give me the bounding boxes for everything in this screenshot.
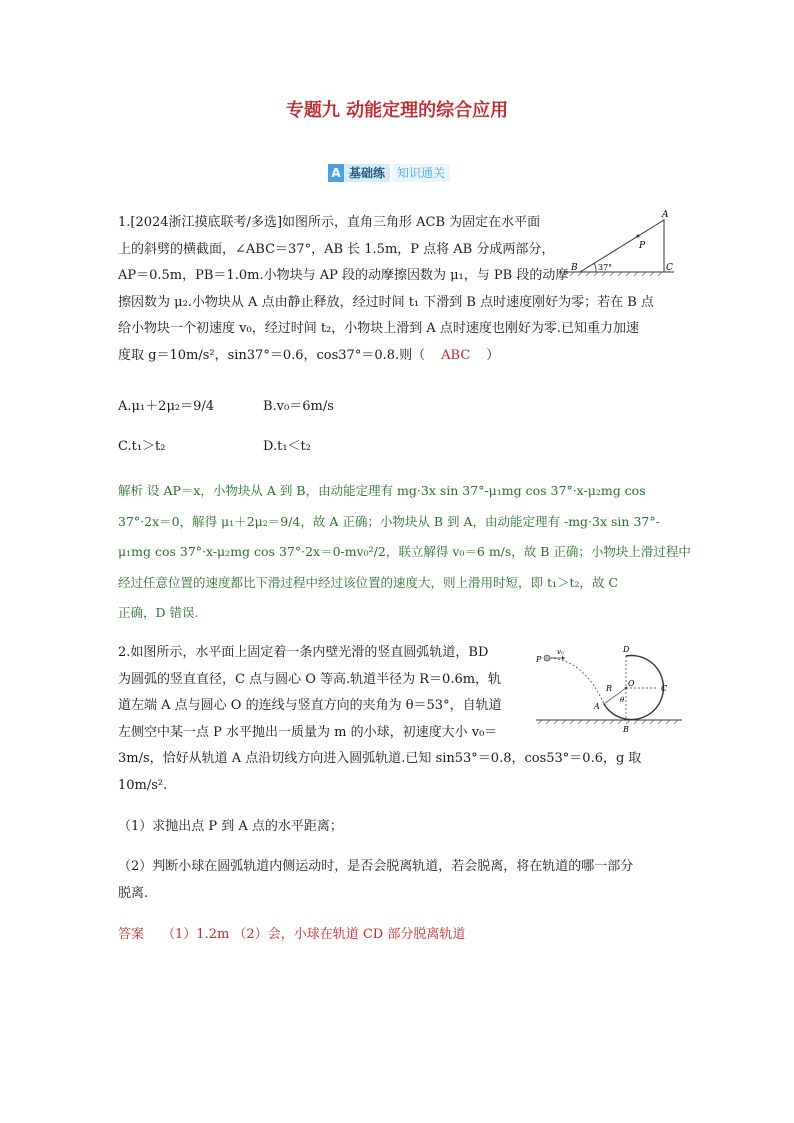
q2-line: 10m/s². — [118, 777, 168, 793]
section-badge — [328, 164, 450, 182]
q2-answer-label: 答案 — [118, 927, 145, 942]
q2-sub2-line: （2）判断小球在圆弧轨道内侧运动时，是否会脱离轨道，若会脱离，将在轨道的哪一部分 — [118, 859, 634, 874]
q1-line — [118, 343, 654, 370]
q2-answer-text: （1）1.2m （2）会，小球在轨道 CD 部分脱离轨道 — [162, 927, 466, 942]
q2-fig-label-a: A — [594, 702, 600, 711]
badge-letter: A — [328, 164, 344, 182]
q1-line: 1.[2024浙江摸底联考/多选]如图所示，直角三角形 ACB 为固定在水平面 — [118, 215, 541, 230]
q1-analysis — [118, 476, 691, 629]
q1-answer: ABC — [441, 347, 471, 363]
q2-answer — [118, 922, 465, 949]
q2-sub2-line: 脱离. — [118, 885, 149, 901]
q2-line: 道左端 A 点与圆心 O 的连线与竖直方向的夹角为 θ＝53°，自轨道 — [118, 698, 502, 713]
q2-line: 2.如图所示，水平面上固定着一条内壁光滑的竖直圆弧轨道，BD — [118, 645, 489, 660]
q2-sub2 — [118, 854, 633, 907]
q2-line: 为圆弧的竖直直径，C 点与圆心 O 等高.轨道半径为 R＝0.6m，轨 — [118, 671, 502, 687]
q1-option-d: D.t₁＜t₂ — [263, 439, 311, 454]
q1-line-text: 度取 g＝10m/s²，sin37°＝0.6，cos37°＝0.8.则（ — [118, 347, 426, 363]
q1-line: 给小物块一个初速度 v₀，经过时间 t₂，小物块上滑到 A 点时速度也刚好为零.已知重力加速 — [118, 321, 640, 336]
q2-fig-label-theta: θ — [620, 696, 625, 704]
q1-fig-label-b: B — [571, 263, 578, 273]
q2-fig-label-d: D — [623, 645, 630, 654]
q1-option-c: C.t₁＞t₂ — [118, 439, 166, 454]
q2-fig-label-o: O — [628, 679, 635, 688]
page-title: 专题九 动能定理的综合应用 — [285, 100, 509, 121]
q2-fig-label-v0: v₀ — [557, 648, 564, 656]
q1-fig-label-a: A — [662, 210, 669, 220]
q2-fig-label-c: C — [661, 684, 668, 693]
q1-figure — [566, 210, 676, 280]
q1-fig-angle: 37° — [598, 263, 613, 272]
q1-line: 擦因数为 μ₂.小物块从 A 点由静止释放，经过时间 t₁ 下滑到 B 点时速度刚好为零；若在 B 点 — [118, 294, 654, 310]
q1-line: 上的斜劈的横截面，∠ABC＝37°，AB 长 1.5m，P 点将 AB 分成两部分， — [118, 241, 555, 257]
q1-options-row1 — [118, 394, 334, 421]
q2-fig-label-r: R — [606, 684, 613, 693]
q1-analysis-line: 解析 设 AP＝x，小物块从 A 到 B，由动能定理有 mg·3x sin 37°-μ₁mg cos 37°·x-μ₂mg cos — [118, 483, 646, 498]
badge-main: 基础练 — [344, 164, 390, 182]
q1-fig-label-c: C — [666, 263, 673, 273]
q1-fig-label-p: P — [639, 241, 646, 251]
q1-analysis-line: 经过任意位置的速度都比下滑过程中经过该位置的速度大，则上滑用时短，即 t₁＞t₂，故 C — [118, 574, 619, 590]
q1-option-b: B.v₀＝6m/s — [263, 399, 334, 414]
q2-sub1: （1）求抛出点 P 到 A 点的水平距离； — [118, 819, 343, 834]
q1-analysis-line: 正确，D 错误. — [118, 605, 199, 620]
q2-fig-label-b: B — [623, 725, 629, 734]
q1-close: ） — [486, 347, 500, 363]
q2-figure — [534, 642, 684, 734]
q1-analysis-line: μ₁mg cos 37°·x-μ₂mg cos 37°·2x＝0-mv₀²/2，联立解得 v₀＝6 m/s，故 B 正确；小物块上滑过程中 — [118, 544, 691, 559]
q1-option-a: A.μ₁＋2μ₂＝9/4 — [118, 399, 215, 414]
q2-line: 3m/s，恰好从轨道 A 点沿切线方向进入圆弧轨道.已知 sin53°＝0.8，cos53°＝0.6，g 取 — [118, 751, 642, 766]
q1-analysis-line: 37°·2x＝0，解得 μ₁＋2μ₂＝9/4，故 A 正确；小物块从 B 到 A，由动能定理有 -mg·3x sin 37°- — [118, 513, 660, 529]
q1-line: AP＝0.5m，PB＝1.0m.小物块与 AP 段的动摩擦因数为 μ₁，与 PB 段的动摩 — [118, 268, 569, 283]
q2-line: 左侧空中某一点 P 水平抛出一质量为 m 的小球，初速度大小 v₀＝ — [118, 724, 498, 740]
q2-fig-label-p: P — [536, 655, 542, 664]
badge-sub: 知识通关 — [392, 164, 450, 182]
q1-options-row2 — [118, 434, 311, 461]
